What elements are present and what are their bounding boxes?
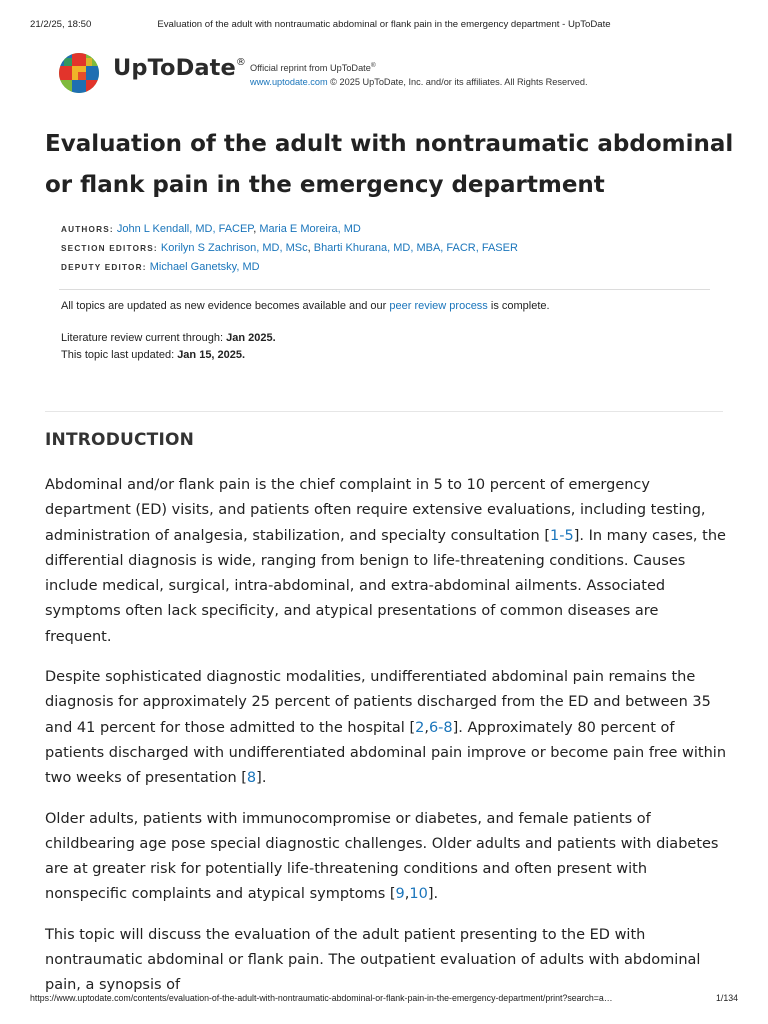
peer-review-link[interactable]: peer review process xyxy=(389,300,488,312)
section-editors-line: SECTION EDITORS: Korilyn S Zachrison, MD, MSc, Bharti Khurana, MD, MBA, FACR, FASER xyxy=(61,242,518,254)
reference-link[interactable]: 10 xyxy=(409,886,428,903)
article-title: Evaluation of the adult with nontraumatic abdominal or flank pain in the emergency department xyxy=(45,131,734,198)
reference-link[interactable]: 8 xyxy=(246,770,257,787)
update-note: All topics are updated as new evidence becomes available and our peer review process is complete. xyxy=(61,300,550,312)
intro-paragraph-1: Abdominal and/or flank pain is the chief complaint in 5 to 10 percent of emergency department (ED) visits, and patients often require extensive evaluations, including testing, administration of analgesia, stabilization, and specialty consultation [1-5]. In many cases, the differential diagnosis is wide, ranging from benign to life-threatening conditions. Causes include medical, surgical, intra-abdominal, and extra-abdominal ailments. Associated symptoms often lack specificity, and atypical presentations of common diseases are frequent. xyxy=(45,477,726,645)
copyright-text: © 2025 UpToDate, Inc. and/or its affiliates. All Rights Reserved. xyxy=(327,77,588,88)
uptodate-site-link[interactable]: www.uptodate.com xyxy=(250,77,328,88)
author-link-kendall[interactable]: John L Kendall, MD, FACEP xyxy=(116,223,254,235)
section-heading-introduction: INTRODUCTION xyxy=(45,430,195,450)
reference-link[interactable]: 9 xyxy=(395,886,405,903)
deputy-editor-label: DEPUTY EDITOR: xyxy=(61,263,147,272)
section-editors-label: SECTION EDITORS: xyxy=(61,244,158,253)
meta-divider xyxy=(59,289,710,290)
review-dates xyxy=(61,330,276,364)
reprint-notice: Official reprint from UpToDate® www.uptodate.com © 2025 UpToDate, Inc. and/or its affiliates. All Rights Reserved. xyxy=(250,62,588,88)
last-updated-date: This topic last updated: Jan 15, 2025. xyxy=(61,349,246,361)
reference-link[interactable]: 6-8 xyxy=(428,719,453,736)
authors-label: AUTHORS: xyxy=(61,225,114,234)
intro-paragraph-4: This topic will discuss the evaluation of the adult patient presenting to the ED with nontraumatic abdominal or flank pain. The outpatient evaluation of adults with abdominal pain, a synopsis of xyxy=(45,926,701,994)
introduction-body xyxy=(45,473,727,1014)
brand-name: UpToDate® xyxy=(113,55,246,81)
deputy-editor-line xyxy=(61,258,518,277)
article-contributors xyxy=(61,220,518,277)
reference-link[interactable]: 1-5 xyxy=(550,527,574,544)
section-divider xyxy=(45,411,723,412)
intro-paragraph-3: Older adults, patients with immunocompromise or diabetes, and female patients of childbearing age pose special diagnostic challenges. Older adults and patients with diabetes are at greater risk for potentially life-threatening conditions and often present with nonspecific complaints and atypical symptoms [9,10]. xyxy=(45,810,719,903)
section-editor-link-zachrison[interactable]: Korilyn S Zachrison, MD, MSc xyxy=(160,242,308,254)
section-editor-link-khurana[interactable]: Bharti Khurana, MD, MBA, FACR, FASER xyxy=(313,242,518,254)
uptodate-logo-icon xyxy=(58,52,100,94)
brand-registered-mark: ® xyxy=(235,57,246,68)
print-timestamp: 21/2/25, 18:50 xyxy=(30,19,92,30)
print-page-title: Evaluation of the adult with nontraumatic abdominal or flank pain in the emergency department - UpToDate xyxy=(157,19,611,30)
author-link-moreira[interactable]: Maria E Moreira, MD xyxy=(259,223,361,235)
print-footer xyxy=(30,993,738,1007)
literature-review-date: Literature review current through: Jan 2025. xyxy=(61,332,276,344)
page-number: 1/134 xyxy=(715,993,738,1003)
deputy-editor-link[interactable]: Michael Ganetsky, MD xyxy=(149,261,260,273)
intro-paragraph-2: Despite sophisticated diagnostic modalities, undifferentiated abdominal pain remains the diagnosis for approximately 25 percent of patients discharged from the ED and between 35 and 41 percent for those admitted to the hospital [2,6-8]. Approximately 80 percent of patients discharged with undifferentiated abdominal pain improve or become pain free within two weeks of presentation [8]. xyxy=(45,669,727,787)
print-footer-url: https://www.uptodate.com/contents/evaluation-of-the-adult-with-nontraumatic-abdominal-or-flank-pain-in-the-emergency-department/print?search=a… xyxy=(30,993,613,1003)
authors-line: AUTHORS: John L Kendall, MD, FACEP, Maria E Moreira, MD xyxy=(61,223,361,235)
print-header xyxy=(30,19,738,33)
reference-link[interactable]: 2 xyxy=(415,719,425,736)
